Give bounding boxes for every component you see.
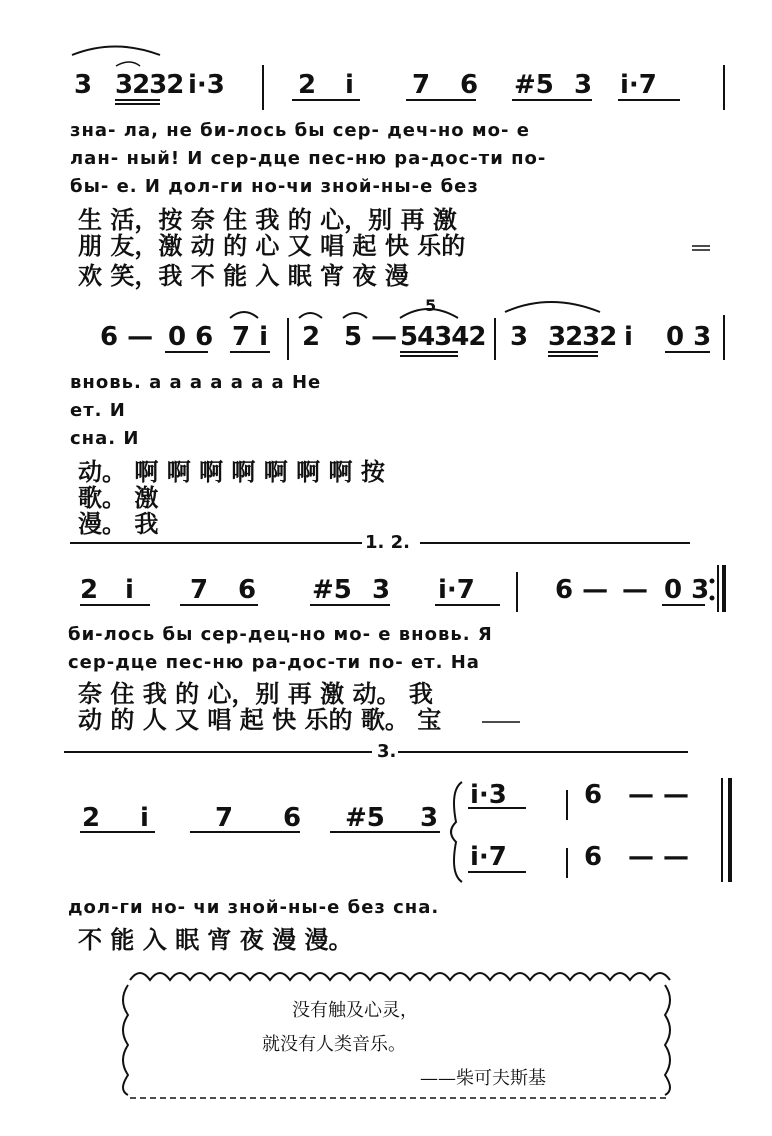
quote-border-top: [130, 973, 670, 980]
note: i·7: [620, 70, 657, 100]
volta-label: 1. 2.: [365, 532, 410, 553]
note: 6 —: [555, 575, 609, 605]
slur: [505, 302, 600, 312]
slur: [116, 62, 140, 66]
quote-line: 就没有人类音乐。: [262, 1034, 406, 1055]
lyric-line: 不 能 入 眠 宵 夜 漫 漫。: [78, 925, 353, 954]
lyric-line: лан- ный! И сер-дце пес-ню ра-дос-ти по-: [70, 148, 547, 169]
note: 0 6: [168, 322, 214, 352]
fermata: [343, 313, 367, 318]
repeat-dot: [710, 579, 715, 584]
note: #5: [514, 70, 554, 100]
note: #5: [312, 575, 352, 605]
lyric-line: 生 活，按 奈 住 我 的 心，别 再 激: [78, 205, 457, 234]
lyric-line: вновь. а а а а а а а Не: [70, 372, 322, 393]
note: 0 3: [664, 575, 710, 605]
repeat-dot: [710, 596, 715, 601]
note: 7: [190, 575, 209, 605]
note: 3: [420, 803, 439, 833]
quote-line: 没有触及心灵，: [292, 1000, 418, 1021]
note: i·3: [470, 780, 507, 810]
lyric-line: 奈 住 我 的 心，别 再 激 动。 我: [78, 679, 433, 708]
note: 2: [302, 322, 321, 352]
note: i·7: [470, 842, 507, 872]
note: 7 i: [232, 322, 269, 352]
lyric-line: сер-дце пес-ню ра-дос-ти по- ет. На: [68, 652, 480, 673]
note: 7: [215, 803, 234, 833]
note: 6: [584, 842, 603, 872]
note: i: [624, 322, 633, 352]
note: — —: [628, 842, 690, 872]
note: 2: [298, 70, 317, 100]
note: —: [622, 575, 648, 605]
note: i: [345, 70, 354, 100]
slur: [72, 47, 160, 56]
note: i: [125, 575, 134, 605]
lyric-line: зна- ла, не би-лось бы сер- деч-но мо- е: [70, 120, 530, 141]
note: i·7: [438, 575, 475, 605]
slur: [230, 312, 258, 318]
lyric-line: сна. И: [70, 428, 140, 449]
lyric-line: дол-ги но- чи зной-ны-е без сна.: [68, 897, 440, 918]
note: 7: [412, 70, 431, 100]
note: 6: [283, 803, 302, 833]
note: 5 —: [344, 322, 398, 352]
lyric-line: ет. И: [70, 400, 126, 421]
lyric-line: 歌。 激: [78, 483, 159, 512]
note: i: [140, 803, 149, 833]
quote-attribution: ——柴可夫斯基: [420, 1068, 546, 1089]
fermata: [299, 313, 322, 318]
quote-border-right: [665, 985, 670, 1095]
note: 2: [82, 803, 101, 833]
note: 3: [510, 322, 529, 352]
note-group: 54342: [400, 322, 486, 352]
lyric-line: 朋 友，激 动 的 心 又 唱 起 快 乐的: [78, 231, 466, 260]
note: 6: [238, 575, 257, 605]
note: 2: [80, 575, 99, 605]
note: 3: [574, 70, 593, 100]
note: 3: [74, 70, 93, 100]
note: 0 3: [666, 322, 712, 352]
note: — —: [628, 780, 690, 810]
note-group: 3232: [548, 322, 617, 352]
lyric-line: би-лось бы сер-дец-но мо- е вновь. Я: [68, 624, 493, 645]
quote-border-left: [123, 985, 128, 1095]
note: 6: [460, 70, 479, 100]
note: 3: [372, 575, 391, 605]
tuplet-number: 5: [425, 296, 437, 315]
volta-label: 3.: [377, 741, 397, 762]
lyric-line: 动。 啊 啊 啊 啊 啊 啊 啊 按: [78, 457, 385, 486]
lyric-line: бы- е. И дол-ги но-чи зной-ны-е без: [70, 176, 479, 197]
note: i·3: [188, 70, 225, 100]
note: 6: [584, 780, 603, 810]
note: #5: [345, 803, 385, 833]
lyric-line: 动 的 人 又 唱 起 快 乐的 歌。 宝: [78, 705, 442, 734]
note-group: 3232: [115, 70, 184, 100]
note: 6 —: [100, 322, 154, 352]
lyric-line: 欢 笑，我 不 能 入 眠 宵 夜 漫: [78, 261, 409, 290]
lyric-line: 漫。 我: [78, 509, 159, 538]
brace: [451, 782, 462, 882]
